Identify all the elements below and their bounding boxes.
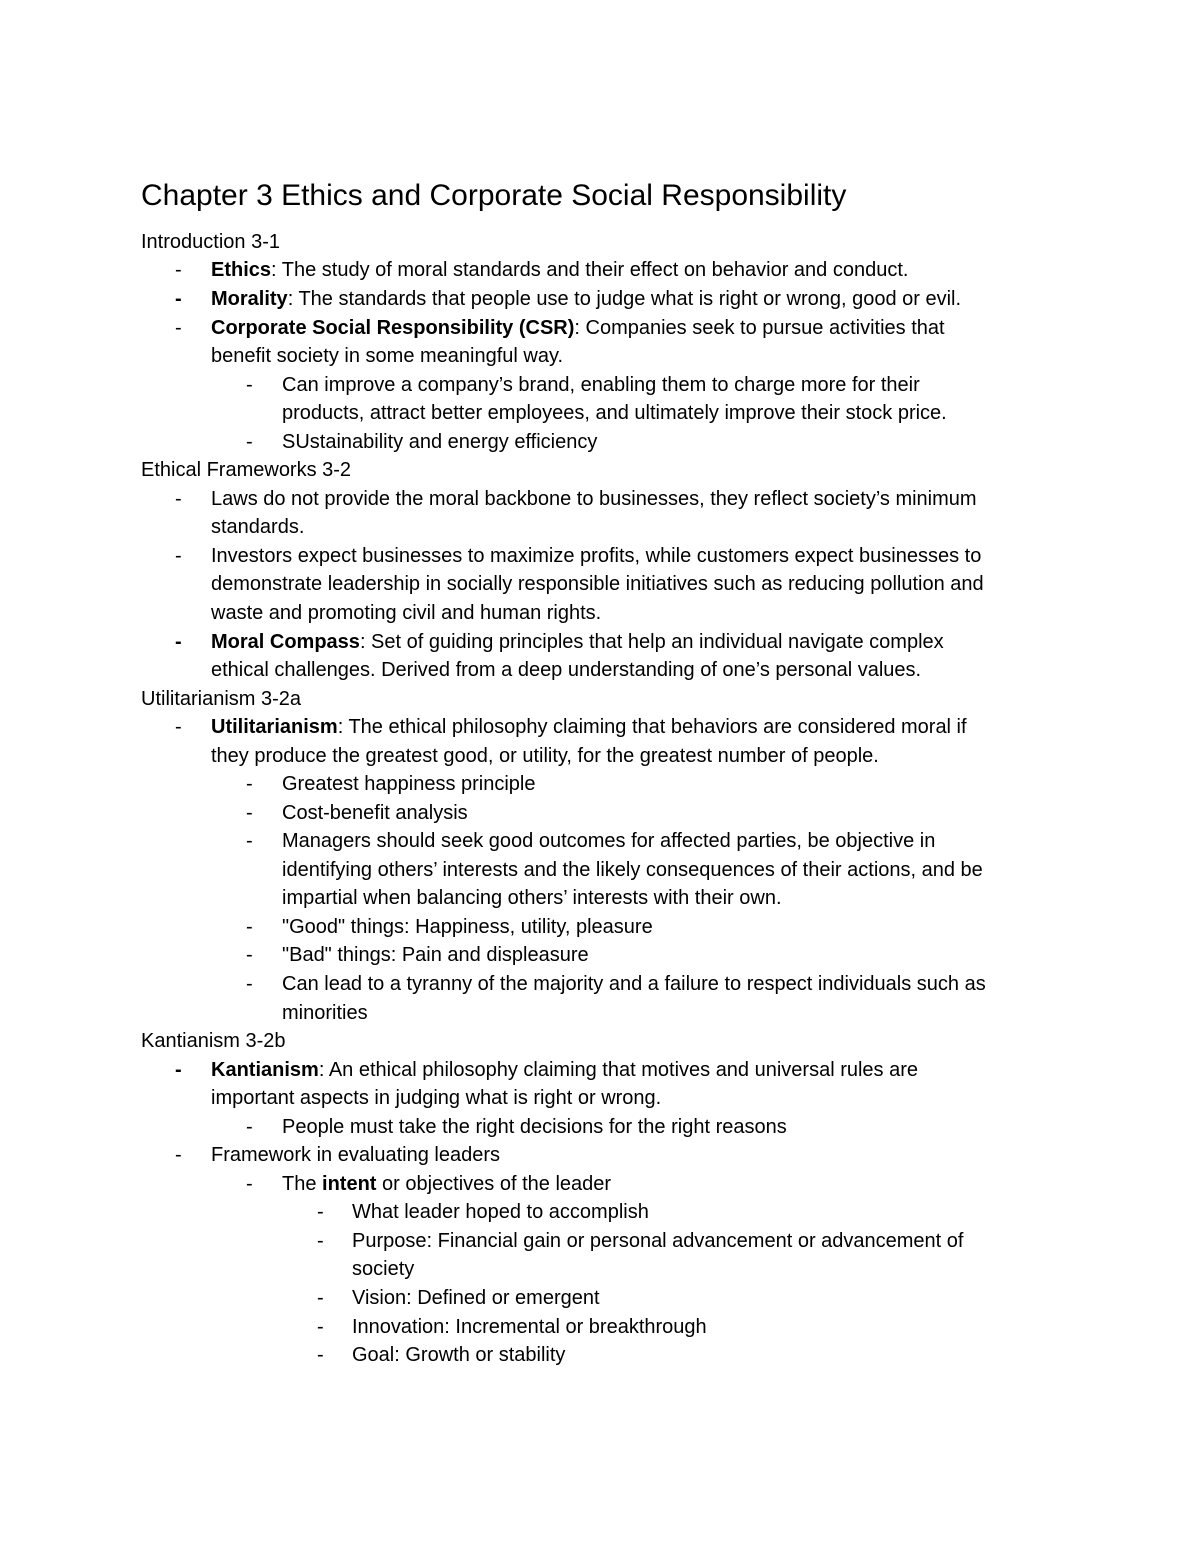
sub-sub-item-purpose-continued: society xyxy=(352,1258,415,1280)
bullet-dash: - xyxy=(246,1173,253,1195)
bullet-dash: - xyxy=(246,830,253,852)
bullet-dash: - xyxy=(246,1116,253,1138)
section-heading-introduction: Introduction 3-1 xyxy=(141,231,280,253)
bullet-dash: - xyxy=(246,374,253,396)
list-item-kantianism-continued: important aspects in judging what is right or wrong. xyxy=(211,1087,662,1109)
list-item-utilitarianism-continued: they produce the greatest good, or utility, for the greatest number of people. xyxy=(211,745,879,767)
sub-item-brand: Can improve a company’s brand, enabling them to charge more for their xyxy=(282,374,920,396)
section-heading-ethical-frameworks: Ethical Frameworks 3-2 xyxy=(141,459,352,481)
sub-item-tyranny: Can lead to a tyranny of the majority and a failure to respect individuals such as xyxy=(282,973,986,995)
list-item-moral-compass-continued: ethical challenges. Derived from a deep understanding of one’s personal values. xyxy=(211,659,922,681)
list-item-investors: Investors expect businesses to maximize profits, while customers expect businesses to xyxy=(211,545,982,567)
list-item-morality: Morality: The standards that people use to judge what is right or wrong, good or evil. xyxy=(211,288,962,310)
sub-item-tyranny-continued: minorities xyxy=(282,1002,368,1024)
list-item-ethics: Ethics: The study of moral standards and their effect on behavior and conduct. xyxy=(211,259,909,281)
bullet-dash: - xyxy=(175,259,182,281)
term-csr: Corporate Social Responsibility (CSR) xyxy=(211,317,575,339)
sub-item-managers: Managers should seek good outcomes for affected parties, be objective in xyxy=(282,830,936,852)
bullet-dash: - xyxy=(175,1059,182,1081)
section-heading-kantianism: Kantianism 3-2b xyxy=(141,1030,286,1052)
bullet-dash: - xyxy=(175,288,182,310)
bullet-dash: - xyxy=(175,488,182,510)
bullet-dash: - xyxy=(246,773,253,795)
bullet-dash: - xyxy=(246,431,253,453)
sub-item-right-decisions: People must take the right decisions for the right reasons xyxy=(282,1116,787,1138)
term-ethics: Ethics xyxy=(211,259,272,281)
bullet-dash: - xyxy=(175,317,182,339)
term-utilitarianism: Utilitarianism xyxy=(211,716,338,738)
list-item-csr-continued: benefit society in some meaningful way. xyxy=(211,345,564,367)
bullet-dash: - xyxy=(317,1344,324,1366)
bullet-dash: - xyxy=(246,944,253,966)
page-title: Chapter 3 Ethics and Corporate Social Responsibility xyxy=(141,179,847,212)
sub-item-greatest-happiness: Greatest happiness principle xyxy=(282,773,536,795)
list-item-framework-leaders: Framework in evaluating leaders xyxy=(211,1144,501,1166)
list-item-investors-continued: waste and promoting civil and human rights. xyxy=(211,602,602,624)
sub-item-managers-continued: identifying others’ interests and the likely consequences of their actions, and be xyxy=(282,859,983,881)
term-intent: intent xyxy=(322,1173,377,1195)
sub-sub-item-purpose: Purpose: Financial gain or personal advancement or advancement of xyxy=(352,1230,964,1252)
list-item-laws-continued: standards. xyxy=(211,516,305,538)
section-heading-utilitarianism: Utilitarianism 3-2a xyxy=(141,688,302,710)
sub-item-sustainability: SUstainability and energy efficiency xyxy=(282,431,598,453)
bullet-dash: - xyxy=(317,1287,324,1309)
sub-item-brand-continued: products, attract better employees, and ultimately improve their stock price. xyxy=(282,402,947,424)
bullet-dash: - xyxy=(317,1201,324,1223)
sub-sub-item-accomplish: What leader hoped to accomplish xyxy=(352,1201,649,1223)
list-item-kantianism: Kantianism: An ethical philosophy claiming that motives and universal rules are xyxy=(211,1059,919,1081)
list-item-utilitarianism: Utilitarianism: The ethical philosophy claiming that behaviors are considered moral if xyxy=(211,716,967,738)
sub-item-managers-continued: impartial when balancing others’ interests with their own. xyxy=(282,887,782,909)
sub-item-bad-things: "Bad" things: Pain and displeasure xyxy=(282,944,589,966)
sub-item-good-things: "Good" things: Happiness, utility, pleasure xyxy=(282,916,653,938)
bullet-dash: - xyxy=(317,1316,324,1338)
list-item-csr: Corporate Social Responsibility (CSR): Companies seek to pursue activities that xyxy=(211,317,945,339)
sub-sub-item-goal: Goal: Growth or stability xyxy=(352,1344,566,1366)
bullet-dash: - xyxy=(246,916,253,938)
bullet-dash: - xyxy=(175,1144,182,1166)
list-item-laws: Laws do not provide the moral backbone to businesses, they reflect society’s minimum xyxy=(211,488,977,510)
term-kantianism: Kantianism xyxy=(211,1059,319,1081)
sub-item-cost-benefit: Cost-benefit analysis xyxy=(282,802,468,824)
bullet-dash: - xyxy=(175,716,182,738)
sub-item-intent: The intent or objectives of the leader xyxy=(282,1173,612,1195)
bullet-dash: - xyxy=(246,802,253,824)
bullet-dash: - xyxy=(246,973,253,995)
term-morality: Morality xyxy=(211,288,288,310)
bullet-dash: - xyxy=(317,1230,324,1252)
list-item-investors-continued: demonstrate leadership in socially responsible initiatives such as reducing pollution and xyxy=(211,573,984,595)
sub-sub-item-innovation: Innovation: Incremental or breakthrough xyxy=(352,1316,707,1338)
term-moral-compass: Moral Compass xyxy=(211,631,360,653)
bullet-dash: - xyxy=(175,545,182,567)
sub-sub-item-vision: Vision: Defined or emergent xyxy=(352,1287,600,1309)
list-item-moral-compass: Moral Compass: Set of guiding principles that help an individual navigate complex xyxy=(211,631,944,653)
bullet-dash: - xyxy=(175,631,182,653)
